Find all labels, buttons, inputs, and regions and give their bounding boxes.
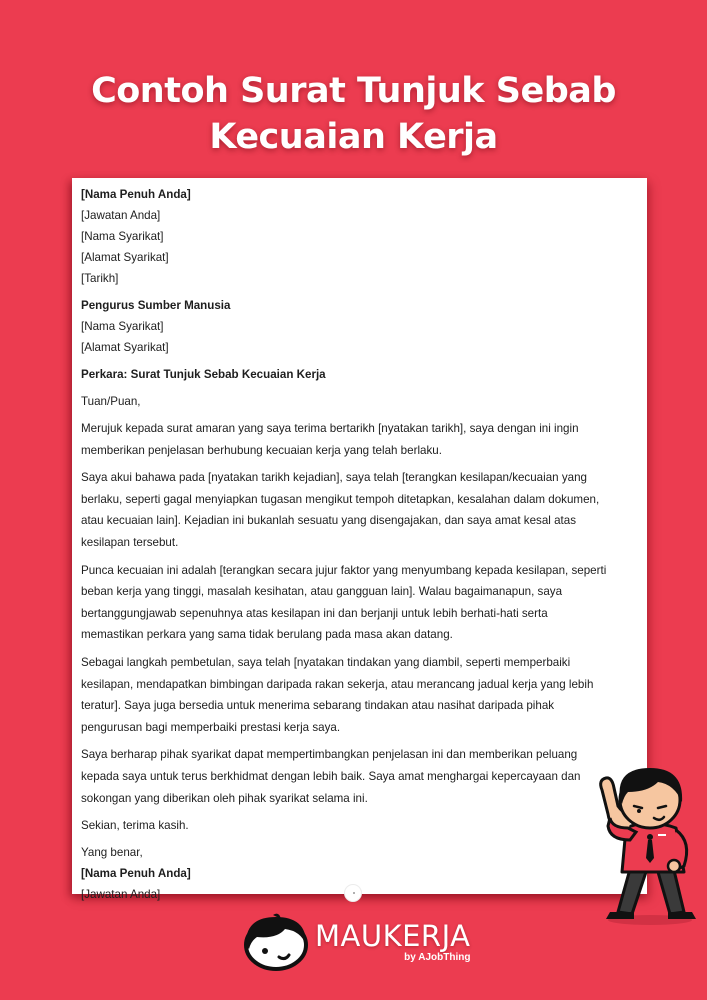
sender-address: [Alamat Syarikat]	[81, 251, 169, 264]
signature-name: [Nama Penuh Anda]	[81, 867, 191, 881]
paragraph-line: berlaku, seperti gagal menyiapkan tugasan mengikut tempoh ditetapkan, kesalahan dalam dokumen,	[81, 492, 600, 506]
paragraph-2	[81, 467, 637, 553]
page-title	[0, 68, 707, 160]
recipient-block	[81, 295, 637, 358]
paragraph-line: Saya akui bahawa pada [nyatakan tarikh kejadian], saya telah [terangkan kesilapan/kecuaian yang	[81, 471, 587, 485]
paragraph-line: kesilapan, mendapatkan bimbingan daripada rakan sekerja, atau merancang jadual kerja yang lebih	[81, 677, 594, 691]
recipient-company: [Nama Syarikat]	[81, 320, 164, 333]
letter-document	[72, 178, 647, 902]
sign-off: Yang benar,	[81, 846, 143, 860]
recipient-address: [Alamat Syarikat]	[81, 341, 169, 354]
paragraph-line: pengurusan bagi memperbaiki prestasi kerja saya.	[81, 720, 341, 734]
scroll-handle[interactable]	[344, 884, 362, 902]
paragraph-line: Merujuk kepada surat amaran yang saya terima bertarikh [nyatakan tarikh], saya dengan ini ingin	[81, 422, 579, 435]
paragraph-line: Sebagai langkah pembetulan, saya telah [nyatakan tindakan yang diambil, seperti memperbaiki	[81, 655, 571, 669]
closing-line: Sekian, terima kasih.	[81, 819, 189, 833]
page-title-line-1: Contoh Surat Tunjuk Sebab	[91, 71, 616, 111]
sender-name: [Nama Penuh Anda]	[81, 188, 191, 201]
mascot-character-icon	[588, 762, 706, 926]
mascot-face-icon	[243, 913, 309, 971]
recipient-title: Pengurus Sumber Manusia	[81, 299, 231, 312]
paragraph-line: teratur]. Saya juga bersedia untuk menerima sebarang tindakan atau nasihat daripada pihak	[81, 699, 555, 713]
subject-line: Perkara: Surat Tunjuk Sebab Kecuaian Kerja	[81, 368, 326, 381]
paragraph-line: Punca kecuaian ini adalah [terangkan secara jujur faktor yang menyumbang kepada kesilapan, seperti	[81, 563, 607, 577]
paragraph-4	[81, 652, 637, 738]
sender-date: [Tarikh]	[81, 272, 119, 285]
paragraph-line: kesilapan tersebut.	[81, 535, 179, 549]
paragraph-5	[81, 744, 637, 809]
brand-name: MAUKERJA	[315, 919, 471, 953]
salutation: Tuan/Puan,	[81, 395, 141, 408]
sender-company: [Nama Syarikat]	[81, 230, 164, 243]
paragraph-line: atau kecuaian lain]. Kejadian ini bukanlah sesuatu yang disengajakan, dan saya amat kesal atas	[81, 514, 577, 528]
signature-position: [Jawatan Anda]	[81, 888, 161, 902]
paragraph-1	[81, 418, 637, 461]
paragraph-line: Saya berharap pihak syarikat dapat mempertimbangkan penjelasan ini dan memberikan peluang	[81, 748, 578, 762]
paragraph-3	[81, 560, 637, 646]
brand-tagline: by AJobThing	[404, 952, 471, 963]
brand-logo	[243, 912, 470, 972]
paragraph-line: kepada saya untuk terus berkhidmat dengan lebih baik. Saya amat menghargai kepercayaan dan	[81, 769, 581, 783]
paragraph-line: beban kerja yang tinggi, masalah kesihatan, atau gangguan lain]. Walau bagaimanapun, saya	[81, 585, 563, 599]
sender-position: [Jawatan Anda]	[81, 209, 161, 222]
paragraph-line: sokongan yang diberikan oleh pihak syarikat selama ini.	[81, 791, 368, 805]
paragraph-line: bertanggungjawab sepenuhnya atas kesilapan ini dan berjanji untuk lebih berhati-hati serta	[81, 606, 548, 620]
sender-block	[81, 184, 637, 289]
paragraph-line: memberikan penjelasan berhubung kecuaian kerja yang telah berlaku.	[81, 443, 442, 457]
page-title-line-2: Kecuaian Kerja	[209, 117, 498, 157]
paragraph-line: memastikan perkara yang sama tidak berulang pada masa akan datang.	[81, 628, 453, 642]
